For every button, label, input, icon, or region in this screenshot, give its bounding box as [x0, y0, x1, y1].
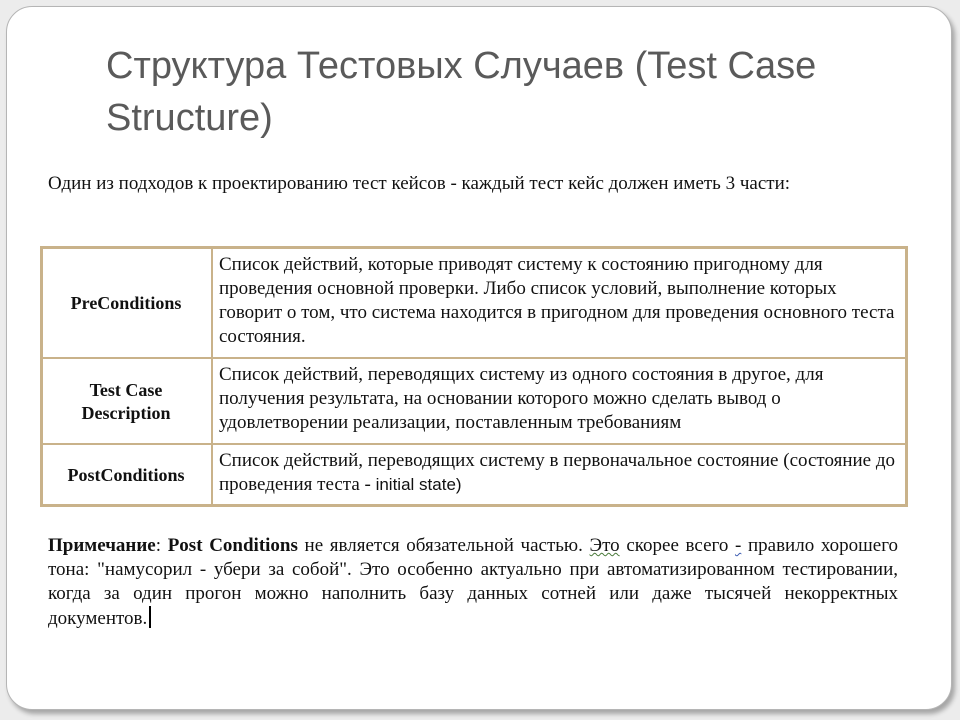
text-cursor [149, 606, 151, 628]
table-row-preconditions [42, 248, 907, 358]
note-term: Post Conditions [167, 535, 298, 556]
row-description: Список действий, которые приводят систему к состоянию пригодному для проведения основной проверки. Либо список условий, выполнение которых говорит о том, что система находится в пригодном для проведения основного теста состояния. [212, 248, 907, 358]
row-label: Test Case Description [42, 358, 213, 444]
slide-title: Структура Тестовых Случаев (Test Case Structure) [106, 45, 817, 139]
note-text-2: скорее всего [619, 535, 735, 556]
note-paragraph [48, 534, 898, 631]
note-label: Примечание [48, 535, 156, 556]
row-description-text: Список действий, переводящих систему в первоначальное состояние (состояние до проведения теста - [219, 449, 896, 495]
note-text-1: не является обязательной частью. [297, 535, 590, 556]
spellcheck-word: Это [589, 535, 620, 556]
note-colon: : [155, 535, 168, 556]
row-description-tail: initial state) [375, 474, 462, 494]
table-row-postconditions [42, 444, 907, 506]
note-text-3: правило хорошего тона: "намусорил - убери за собой". Это особенно актуально при автоматизированном тестировании, когда за один прогон можно наполнить базу данных сотней или даже тысячей некорректных документов. [48, 535, 899, 629]
intro-paragraph: Один из подходов к проектированию тест кейсов - каждый тест кейс должен иметь 3 части: [48, 173, 791, 194]
row-label: PostConditions [42, 444, 213, 506]
row-label: PreConditions [42, 248, 213, 358]
grammar-mark: - [734, 535, 742, 556]
test-case-structure-table [40, 246, 908, 507]
embedded-document-image [36, 162, 908, 648]
row-description: Список действий, переводящих систему из одного состояния в другое, для получения результата, на основании которого можно сделать вывод о удовлетворении реализации, поставленным требованиям [212, 358, 907, 444]
table-row-test-case-description [42, 358, 907, 444]
row-description [212, 444, 907, 506]
